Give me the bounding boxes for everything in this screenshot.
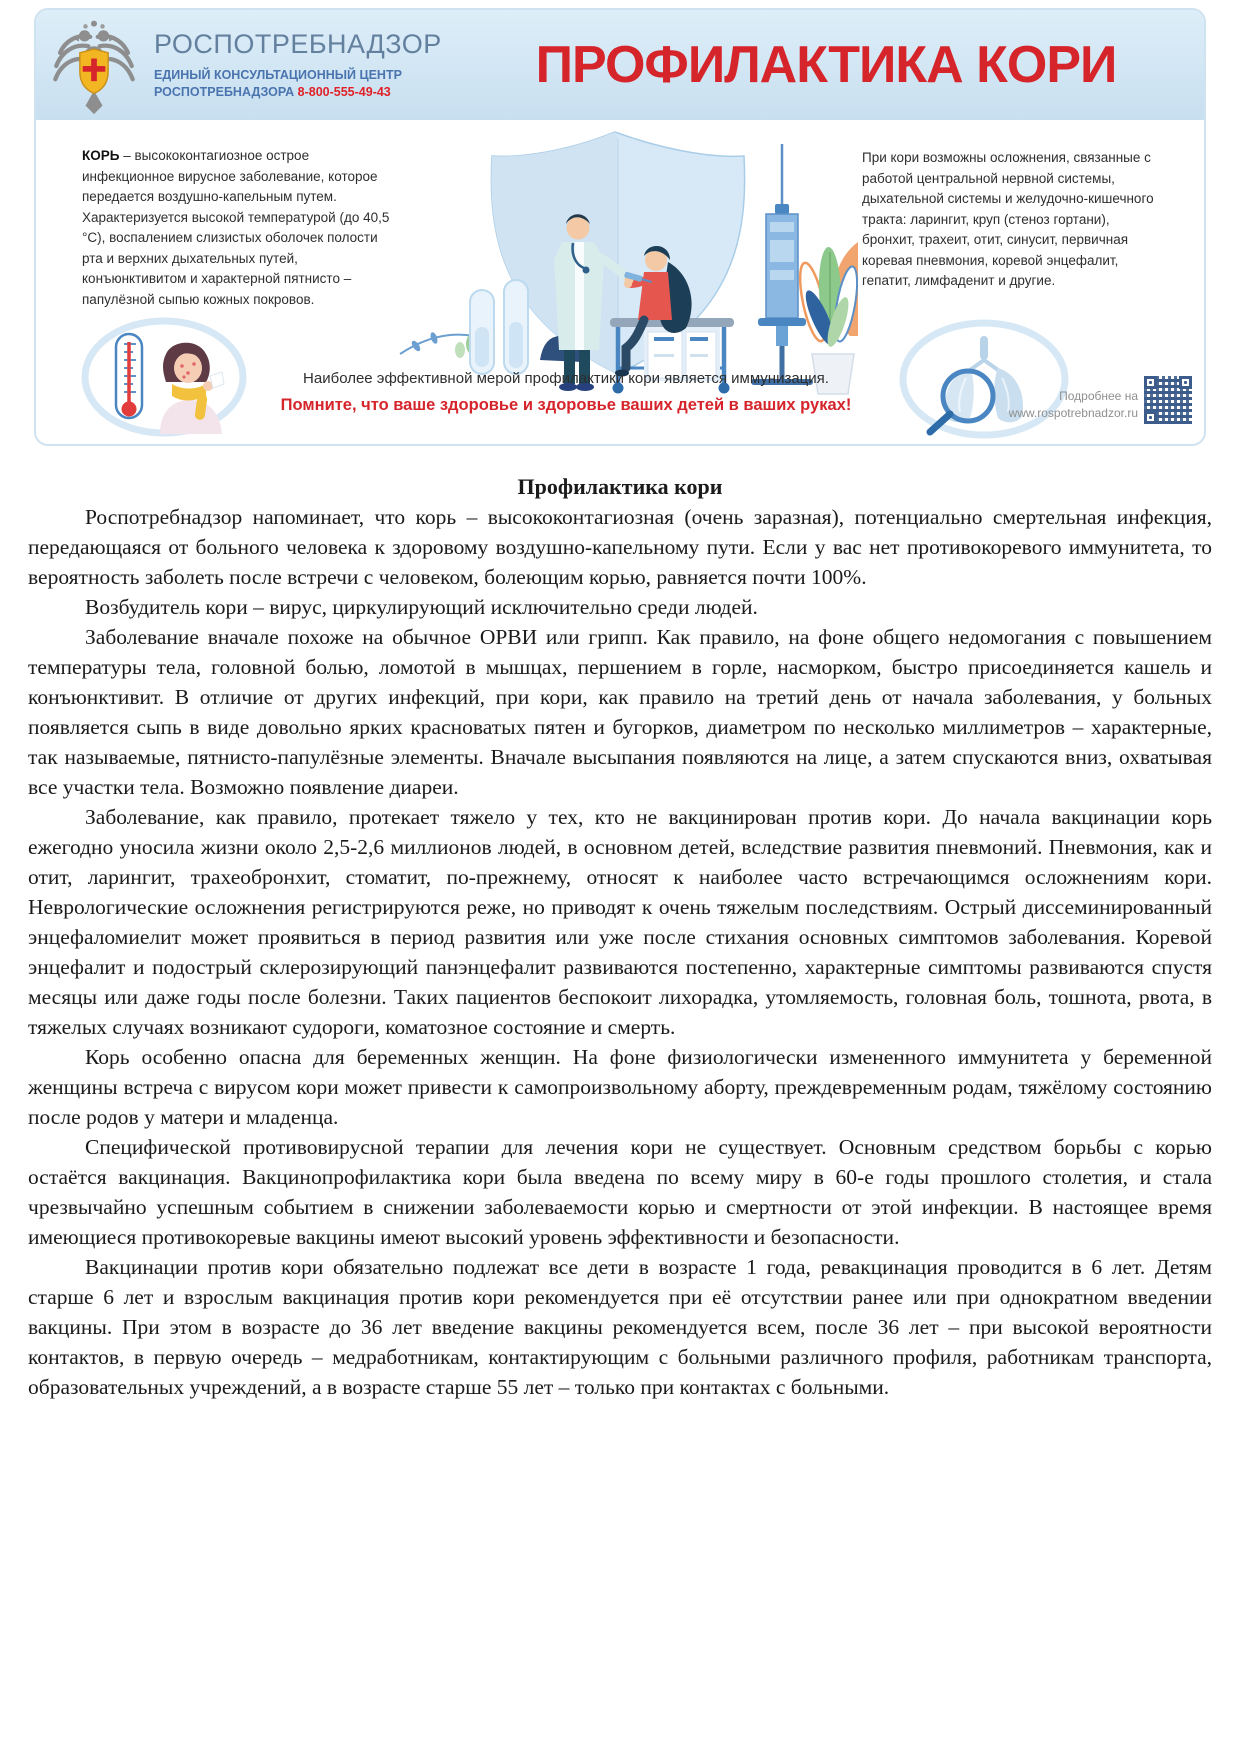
- qr-finder-top-right: [1179, 376, 1192, 389]
- more-info-block: [1009, 388, 1138, 423]
- hotline-phone: 8-800-555-49-43: [297, 85, 391, 99]
- consult-center-lines: [154, 67, 484, 101]
- banner-title: ПРОФИЛАКТИКА КОРИ: [535, 36, 1117, 94]
- article-title: Профилактика кори: [517, 474, 723, 499]
- qr-code-icon: [1144, 376, 1192, 424]
- eagle-emblem-icon: [48, 17, 140, 117]
- article-paragraph: Возбудитель кори – вирус, циркулирующий исключительно среди людей.: [85, 595, 758, 619]
- article-paragraph: Роспотребнадзор напоминает, что корь – высококонтагиозная (очень заразная), потенциально смертельная инфекция, передающаяся от больного человека к здоровому воздушно-капельному пути. Если у вас нет противокоревого иммунитета, то вероятность заболеть после встречи с человеком, болеющим корью, равняется почти 100%.: [28, 505, 1212, 589]
- measles-definition-text: [82, 146, 398, 310]
- consult-center-line1: ЕДИНЫЙ КОНСУЛЬТАЦИОННЫЙ ЦЕНТР: [154, 68, 402, 83]
- website-url: www.rospotrebnadzor.ru: [1008, 406, 1138, 421]
- complications-text: При кори возможны осложнения, связанные с работой центральной нервной системы, дыхательной системы и желудочно-кишечного тракта: ларингит, круп (стеноз гортани), бронхит, трахеит, отит, синусит, первичная коревая пневмония, коревой энцефалит, гепатит, лимфаденит и другие.: [862, 150, 1154, 289]
- more-info-label: Подробнее на: [1059, 389, 1138, 403]
- measles-term: КОРЬ: [82, 148, 120, 163]
- immunization-note: Наиболее эффективной мерой профилактики кори является иммунизация.: [303, 370, 829, 387]
- article-paragraph: Заболевание, как правило, протекает тяжело у тех, кто не вакцинирован против кори. До начала вакцинации корь ежегодно уносила жизни около 2,5-2,6 миллионов людей, в основном детей, вследствие развития пневмоний. Пневмония, как и отит, ларингит, трахеобронхит, стоматит, по-прежнему, относят к наиболее часто встречающимся осложнениям кори. Неврологические осложнения регистрируются реже, но приводят к очень тяжелым последствиям. Острый диссеминированный энцефаломиелит может проявиться в период развития или уже после стихания основных симптомов заболевания. Коревой энцефалит и подострый склерозирующий панэнцефалит развиваются постепенно, характерные симптомы развиваются спустя месяцы или даже годы после болезни. Таких пациентов беспокоит лихорадка, утомляемость, головная боль, тошнота, рвота, в тяжелых случаях возникают судороги, коматозное состояние и смерть.: [28, 805, 1212, 1039]
- syringe-icon: [754, 144, 810, 382]
- thermometer-icon: [116, 334, 142, 418]
- consult-center-line2: РОСПОТРЕБНАДЗОРА: [154, 85, 295, 99]
- measles-prevention-banner: [34, 8, 1206, 446]
- banner-body: [36, 120, 1204, 442]
- doctor-patient-illustration: [372, 122, 858, 400]
- agency-name: РОСПОТРЕБНАДЗОР: [154, 29, 442, 60]
- article-paragraph: Корь особенно опасна для беременных женщин. На фоне физиологически измененного иммунитета у беременной женщины встреча с вирусом кори может привести к самопроизвольному аборту, преждевременным родам, тяжёлому состоянию после родов у матери и младенца.: [28, 1045, 1212, 1129]
- article: [28, 472, 1212, 1402]
- article-paragraph: Специфической противовирусной терапии для лечения кори не существует. Основным средством борьбы с корью остаётся вакцинация. Вакцинопрофилактика кори была введена по всему миру в 60-е годы прошлого столетия, и стала чрезвычайно успешным событием в снижении заболеваемости корью и смертности от этой инфекции. В настоящее время имеющиеся противокоревые вакцины имеют высокий уровень эффективности и безопасности.: [28, 1135, 1212, 1249]
- agency-logo-text: [154, 29, 484, 101]
- article-paragraph: Заболевание вначале похоже на обычное ОРВИ или грипп. Как правило, на фоне общего недомогания с повышением температуры тела, головной болью, ломотой в мышцах, першением в горле, насморком, быстро присоединяется кашель и конъюнктивит. В отличие от других инфекций, при кори, как правило на третий день от начала заболевания, у больных появляется сыпь в виде довольно ярких красноватых пятен и бугорков, диаметром по несколько миллиметров – характерные, так называемые, пятнисто-папулёзные элементы. Вначале высыпания появляются на лице, а затем спускаются вниз, охватывая все участки тела. Возможно появление диареи.: [28, 625, 1212, 799]
- sick-woman-illustration: [80, 316, 248, 438]
- article-paragraph: Вакцинации против кори обязательно подлежат все дети в возрасте 1 года, ревакцинация проводится в 6 лет. Детям старше 6 лет и взрослым вакцинация против кори рекомендуется при её отсутствии ранее или при однократном введении вакцины. При этом в возрасте до 36 лет введение вакцины рекомендуется всем, после 36 лет – при высокой вероятности контактов, в первую очередь – медработникам, контактирующим с больными различного профиля, работникам транспорта, образовательных учреждений, а в возрасте старше 55 лет – только при контактах с больными.: [28, 1255, 1212, 1399]
- measles-definition: – высококонтагиозное острое инфекционное вирусное заболевание, которое передается воздушно-капельным путем. Характеризуется высокой температурой (до 40,5 °С), воспалением слизистых оболочек полости рта и верхних дыхательных путей, конъюнктивитом и характерной пятнисто – папулёзной сыпью кожных покровов.: [82, 148, 390, 307]
- qr-finder-bottom-left: [1144, 411, 1157, 424]
- qr-finder-top-left: [1144, 376, 1157, 389]
- test-tubes-icon: [470, 280, 528, 374]
- page: [0, 8, 1240, 1763]
- banner-header: [36, 10, 1204, 120]
- health-reminder: Помните, что ваше здоровье и здоровье ваших детей в ваших руках!: [280, 396, 852, 414]
